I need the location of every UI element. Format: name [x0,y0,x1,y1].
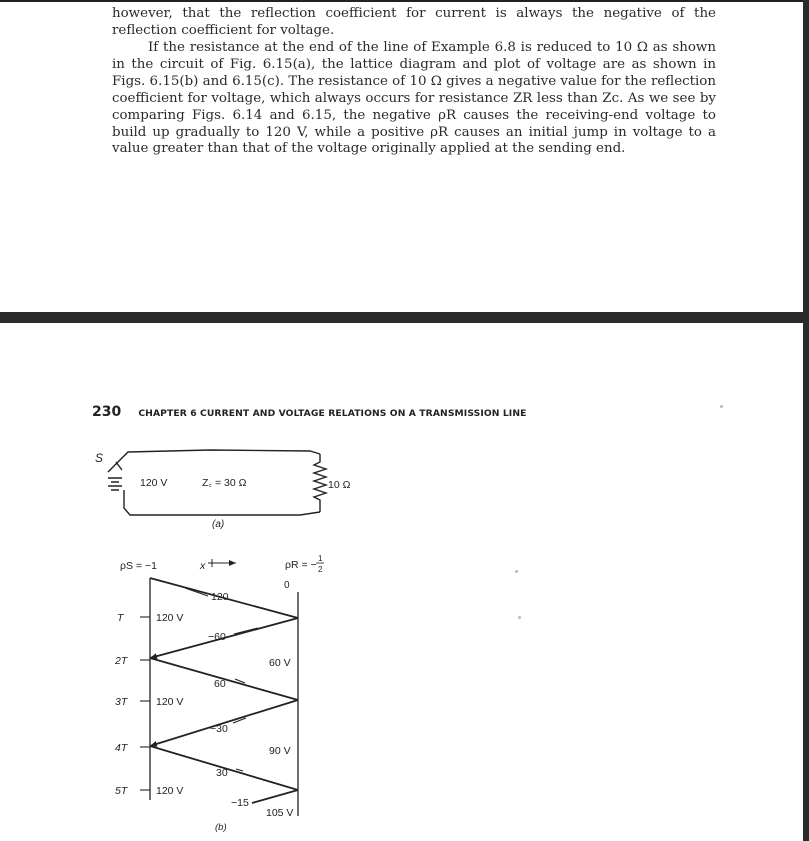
time-label: 2T [115,655,128,667]
svg-text:2: 2 [318,565,323,574]
switch-blade [116,462,122,470]
caption-b: (b) [215,822,227,833]
load-resistance-label: 10 Ω [328,479,351,491]
time-ticks [140,617,150,790]
resistor-icon [314,454,326,512]
wave-value: 30 [216,767,228,779]
time-label: 3T [115,696,128,708]
wave-value: −30 [210,723,228,735]
time-label: T [117,612,124,624]
receiving-voltage: 60 V [269,657,291,669]
line-top-wire [108,450,320,472]
wave-values [208,591,249,809]
rho-r-label [285,554,324,574]
line-impedance-label: Z꜀ = 30 Ω [202,477,247,489]
sending-voltage: 120 V [156,785,184,797]
switch-label: S [95,451,104,465]
wave-value: −60 [208,631,226,643]
wave-value: 120 [211,591,229,603]
time-labels [114,612,129,797]
paragraph-2: If the resistance at the end of the line of Example 6.8 is reduced to 10 Ω as shown in the circuit of Fig. 6.15(a), the lattice diagram and plot of voltage are as shown in Figs. 6.15(b) and 6.15(c). The resistance of 10 Ω gives a negative value for the reflection coefficient for voltage, which always occurs for resistance ZR less than Zc. As we see by comparing Figs. 6.14 and 6.15, the negative ρR causes the receiving-end voltage to build up gradually to 120 V, while a positive ρR causes an initial jump in voltage to a value greater than that of the voltage originally applied at the sending end. [112,40,716,157]
line-bottom-wire [124,490,320,515]
time-label: 4T [115,742,128,754]
receiving-voltage: 90 V [269,745,291,757]
svg-text:x: x [200,560,206,572]
wave-value: 60 [214,678,226,690]
battery-icon [108,478,122,490]
paragraph-1: however, that the reflection coefficient for current is always the negative of the reflection coefficient for voltage. [112,6,716,38]
chapter-header: CHAPTER 6 CURRENT AND VOLTAGE RELATIONS ON A TRANSMISSION LINE [138,408,527,419]
svg-text:ρR = −: ρR = − [285,559,317,571]
source-voltage-label: 120 V [140,477,168,489]
wave-value: −15 [231,797,249,809]
sending-voltage: 120 V [156,696,184,708]
page-number: 230 [92,404,122,420]
time-label: 5T [115,785,128,797]
svg-text:1: 1 [318,554,323,563]
receiving-voltage: 105 V [266,807,294,819]
receiving-initial-value: 0 [284,580,290,591]
rho-s-label: ρS = −1 [120,560,157,572]
caption-a: (a) [212,519,225,530]
sending-voltage: 120 V [156,612,184,624]
sending-end-voltages [156,612,183,797]
x-direction-arrow [199,559,236,572]
